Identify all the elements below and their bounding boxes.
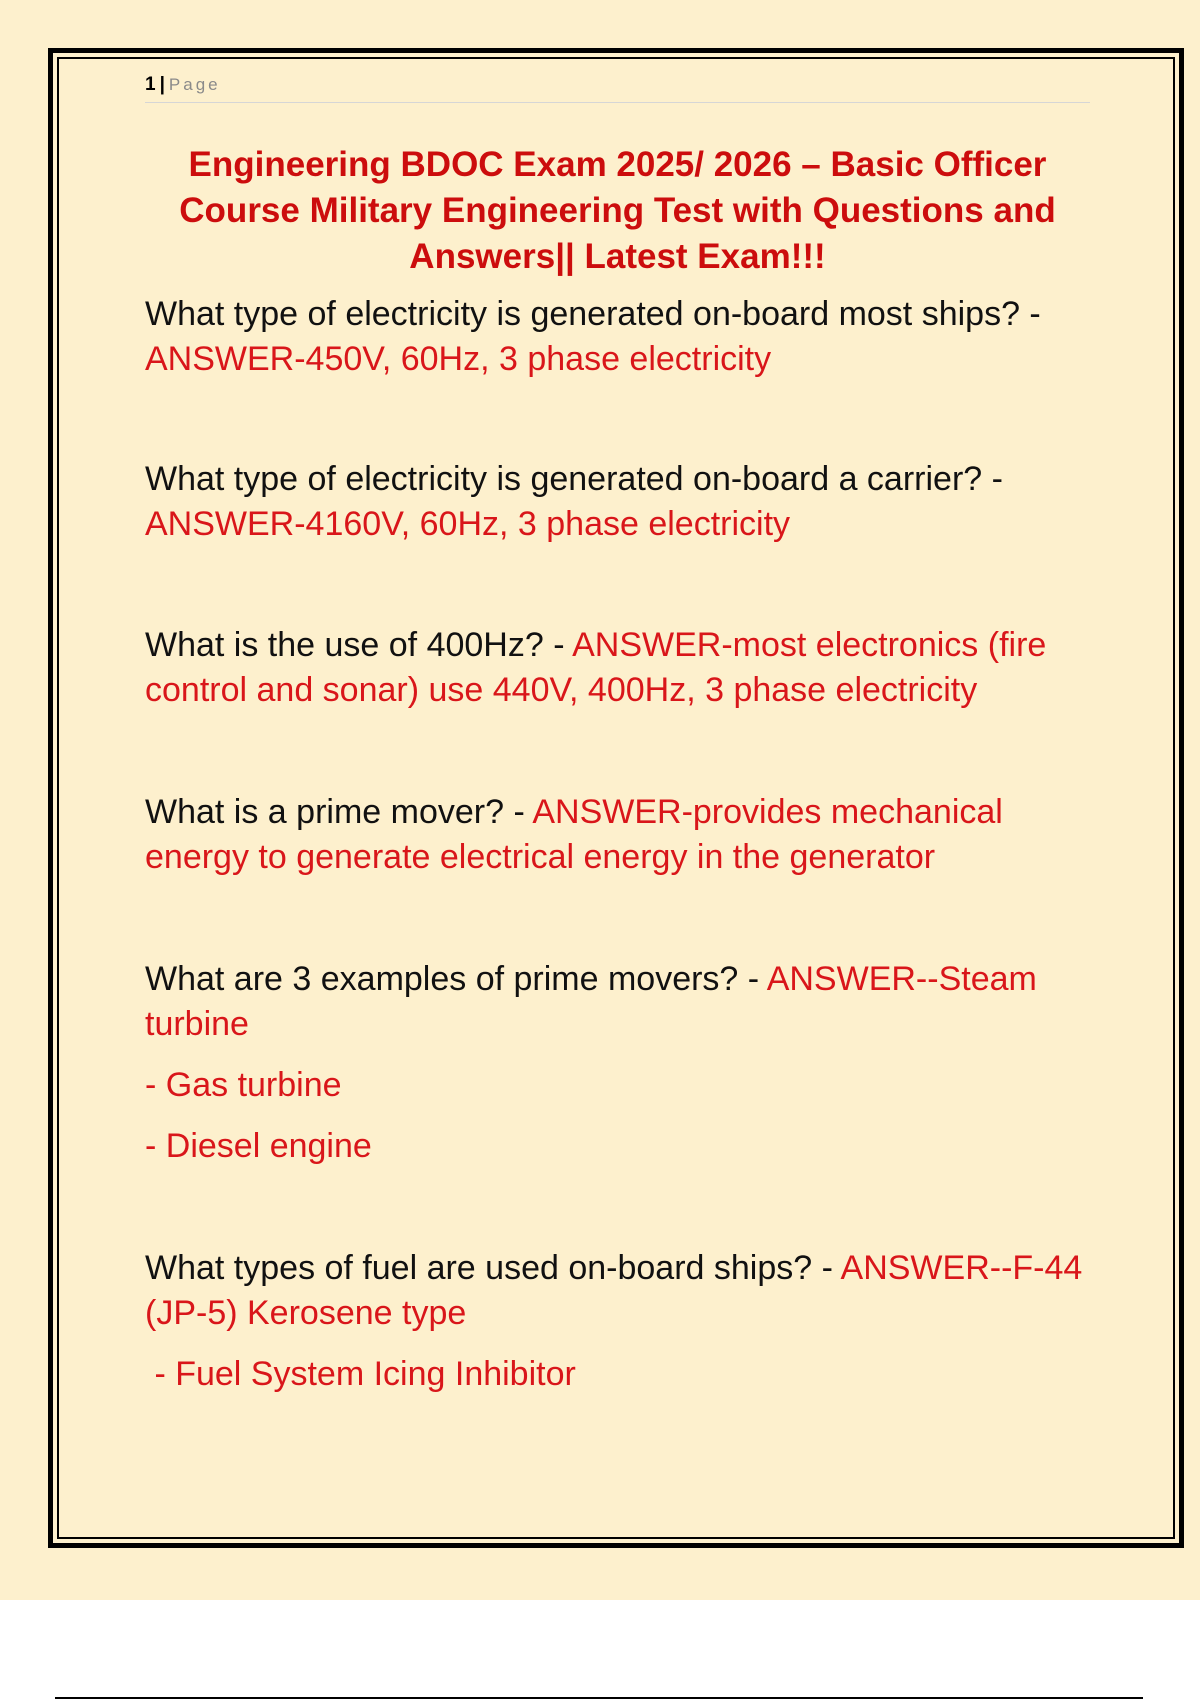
- answer-list-item: - Diesel engine: [145, 1127, 372, 1165]
- qa-item-1: [145, 292, 1095, 382]
- question-text: What is a prime mover? -: [145, 793, 533, 831]
- next-page-rule: [55, 1697, 1143, 1699]
- page-separator: |: [159, 74, 165, 95]
- page-label: Page: [168, 75, 221, 94]
- answer-list-item: - Fuel System Icing Inhibitor: [145, 1355, 576, 1393]
- qa-item-3: [145, 623, 1095, 713]
- page-number: 1: [145, 74, 156, 95]
- answer-text: ANSWER-4160V, 60Hz, 3 phase electricity: [145, 505, 791, 543]
- question-text: What type of electricity is generated on-board most ships? -: [145, 295, 1041, 333]
- document-title: Engineering BDOC Exam 2025/ 2026 – Basic Officer Course Military Engineering Test with Questions and Answers|| Latest Exam!!!: [179, 145, 1056, 276]
- answer-text: ANSWER--Steam turbine: [145, 960, 1037, 1043]
- qa-item-4: [145, 790, 1095, 880]
- answer-text: ANSWER-provides mechanical energy to generate electrical energy in the generator: [145, 793, 1003, 876]
- qa-item-5: [145, 957, 1095, 1047]
- answer-text: ANSWER-most electronics (fire control and sonar) use 440V, 400Hz, 3 phase electricity: [145, 626, 1047, 709]
- qa-item-6: [145, 1246, 1095, 1336]
- page-header: [145, 74, 1090, 103]
- question-text: What type of electricity is generated on-board a carrier? -: [145, 460, 1003, 498]
- answer-text: ANSWER-450V, 60Hz, 3 phase electricity: [145, 340, 772, 378]
- question-text: What types of fuel are used on-board ships? -: [145, 1249, 841, 1287]
- question-text: What is the use of 400Hz? -: [145, 626, 573, 664]
- answer-text: ANSWER--F-44 (JP-5) Kerosene type: [145, 1249, 1083, 1332]
- question-text: What are 3 examples of prime movers? -: [145, 960, 767, 998]
- qa-item-2: [145, 457, 1095, 547]
- answer-list-item: - Gas turbine: [145, 1066, 342, 1104]
- qa-content: [145, 292, 1095, 1397]
